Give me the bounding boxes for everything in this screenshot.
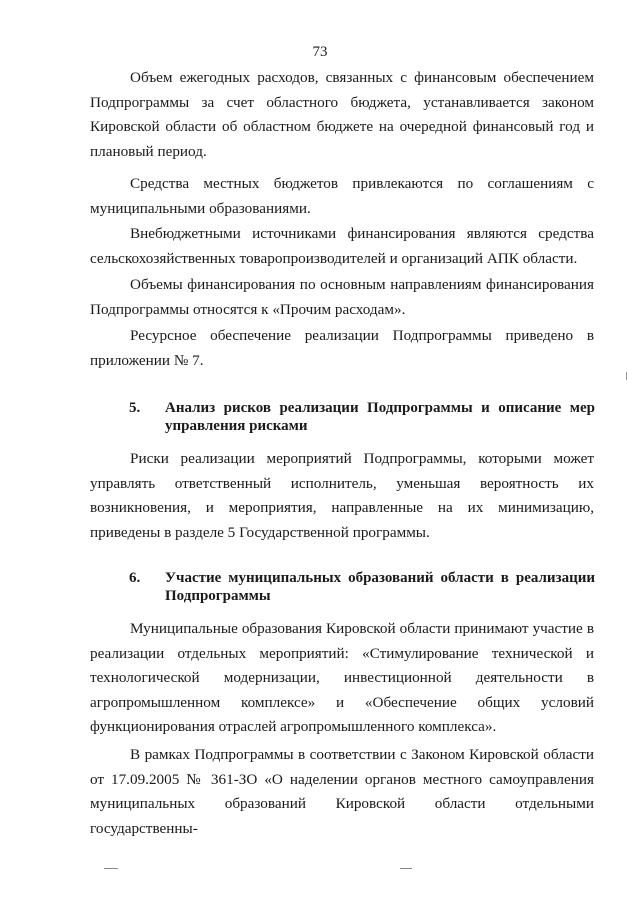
- paragraph-budget-expenses: Объем ежегодных расходов, связанных с финансовым обеспечением Подпрограммы за счет областного бюджета, устанавливается законом Кировской области об областном бюджете на очередной финансовый год и плановый период.: [90, 69, 594, 160]
- scan-artifact-mark: [104, 868, 118, 869]
- scan-artifact-mark: [400, 868, 412, 869]
- section-title: Анализ рисков реализации Подпрограммы и описание мер управления рисками: [165, 400, 595, 434]
- section-number: 6.: [129, 570, 141, 586]
- scan-artifact-mark: [626, 372, 627, 380]
- paragraph-resource-support: Ресурсное обеспечение реализации Подпрограммы приведено в приложении № 7.: [90, 327, 594, 369]
- paragraph-municipal-participation: Муниципальные образования Кировской области принимают участие в реализации отдельных мероприятий: «Стимулирование технической и технологической модернизации, инвестиционной деятельности в агропромышленном комплексе» и «Обеспечение общих условий функционирования отраслей агропромышленного комплекса».: [90, 620, 594, 735]
- paragraph-within-subprogram: В рамках Подпрограммы в соответствии с Законом Кировской области от 17.09.2005 № 361-ЗО «О наделении органов местного самоуправления муниципальных образований Кировской области отдельными государственны-: [90, 746, 594, 837]
- paragraph-financing-volumes: Объемы финансирования по основным направлениям финансирования Подпрограммы относятся к «Прочим расходам».: [90, 276, 594, 318]
- paragraph-local-budgets: Средства местных бюджетов привлекаются по соглашениям с муниципальными образованиями.: [90, 175, 594, 217]
- paragraph-extra-budget-sources: Внебюджетными источниками финансирования являются средства сельскохозяйственных товаропроизводителей и организаций АПК области.: [90, 225, 594, 267]
- section-title: Участие муниципальных образований области в реализации Подпрограммы: [165, 570, 595, 604]
- page-number: 73: [312, 44, 328, 60]
- paragraph-risks: Риски реализации мероприятий Подпрограммы, которыми может управлять ответственный исполнитель, уменьшая вероятность их возникновения, и мероприятия, направленные на их минимизацию, приведены в разделе 5 Государственной программы.: [90, 450, 594, 541]
- section-number: 5.: [129, 400, 141, 416]
